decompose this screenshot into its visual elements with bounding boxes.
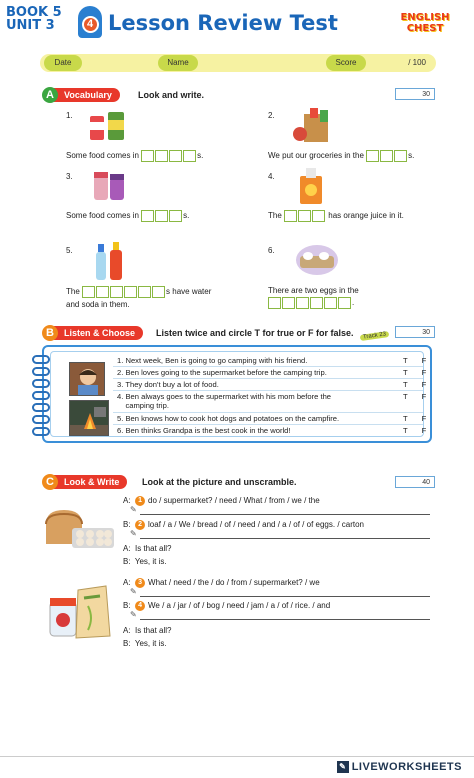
section-b-letter: B xyxy=(42,325,58,341)
letter-boxes[interactable] xyxy=(82,286,166,298)
lesson-number: 4 xyxy=(82,16,99,33)
answer-line[interactable] xyxy=(140,514,430,515)
unscramble-question: A: 1 do / supermarket? / need / What / from / we / the xyxy=(123,496,320,506)
page-title: Lesson Review Test xyxy=(108,11,338,35)
unscramble-question: B: 4 We / a / jar / of / bog / need / jam / a / of / rice. / and xyxy=(123,601,331,611)
unscramble-question: A: 3 What / need / the / do / from / supermarket? / we xyxy=(123,578,320,588)
footer-divider xyxy=(0,756,474,757)
spiral-ring xyxy=(32,379,50,388)
liveworksheets-icon: ✎ xyxy=(337,761,349,773)
dialogue-line: B: Yes, it is. xyxy=(123,639,167,648)
tf-options[interactable]: T F xyxy=(403,356,427,365)
question-number: 3 xyxy=(135,578,145,588)
section-a-header xyxy=(42,87,442,105)
section-a-instruction: Look and write. xyxy=(138,90,205,100)
logo-line-2: CHEST xyxy=(406,23,444,34)
spiral-ring xyxy=(32,391,50,400)
vocab-text-before: Some food comes in xyxy=(66,211,139,221)
question-number: 2 xyxy=(135,520,145,530)
lesson-badge xyxy=(78,6,102,38)
egg-carton-picture xyxy=(294,242,340,278)
section-c-score[interactable]: 40 xyxy=(395,476,435,488)
score-total: / 100 xyxy=(408,58,426,67)
dialogue-line: A: Is that all? xyxy=(123,544,172,553)
info-bar xyxy=(40,54,436,72)
footer xyxy=(0,756,474,778)
vocab-item-number: 3. xyxy=(66,172,73,181)
section-c-instruction: Look at the picture and unscramble. xyxy=(142,477,297,487)
liveworksheets-logo[interactable] xyxy=(337,761,462,773)
section-b-score[interactable]: 30 xyxy=(395,326,435,338)
answer-line[interactable] xyxy=(140,538,430,539)
statement-row: 2. Ben loves going to the supermarket before the camping trip. xyxy=(117,368,327,377)
vocab-item xyxy=(268,150,414,162)
campfire-photo xyxy=(69,400,109,436)
vocab-item xyxy=(66,286,211,298)
letter-boxes[interactable] xyxy=(141,210,183,222)
pencil-icon: ✎ xyxy=(130,529,137,538)
letter-boxes[interactable] xyxy=(366,150,408,162)
book-label: BOOK 5 xyxy=(6,5,62,20)
track-tag: Track 23 xyxy=(360,331,390,341)
section-b-label: Listen & Choose xyxy=(54,326,143,340)
vocab-item xyxy=(66,150,203,162)
bottles-picture xyxy=(90,240,130,282)
statement-row: 5. Ben knows how to cook hot dogs and potatoes on the campfire. xyxy=(117,414,340,423)
tf-options[interactable]: T F xyxy=(403,426,427,435)
answer-line[interactable] xyxy=(140,619,430,620)
jars-picture xyxy=(90,168,130,204)
tf-options[interactable]: T F xyxy=(403,368,427,377)
question-number: 1 xyxy=(135,496,145,506)
vocab-text-before: We put our groceries in the xyxy=(268,151,364,161)
header xyxy=(0,0,474,50)
spiral-ring xyxy=(32,427,50,436)
brand-text: LIVEWORKSHEETS xyxy=(351,761,462,773)
vocab-item-number: 6. xyxy=(268,246,275,255)
question-number: 4 xyxy=(135,601,145,611)
letter-boxes[interactable] xyxy=(268,297,355,309)
letter-boxes[interactable] xyxy=(141,150,197,162)
spiral-ring xyxy=(32,355,50,364)
score-label[interactable]: Score xyxy=(326,55,366,71)
spiral-ring xyxy=(32,403,50,412)
vocab-text-before: Some food comes in xyxy=(66,151,139,161)
section-a-label: Vocabulary xyxy=(54,88,120,102)
tf-options[interactable]: T F xyxy=(403,380,427,389)
vocab-item: There are two eggs in the xyxy=(268,286,359,295)
vocab-text-after: has orange juice in it. xyxy=(328,211,404,221)
section-c-label: Look & Write xyxy=(54,475,127,489)
unscramble-question: B: 2 loaf / a / We / bread / of / need / and / a / of / of eggs. / carton xyxy=(123,520,364,530)
section-a-score[interactable]: 30 xyxy=(395,88,435,100)
english-chest-logo xyxy=(390,12,460,34)
vocab-item-line2: and soda in them. xyxy=(66,300,130,309)
vocab-item-number: 4. xyxy=(268,172,275,181)
pencil-icon: ✎ xyxy=(130,505,137,514)
dialogue-line: B: Yes, it is. xyxy=(123,557,167,566)
grocery-bag-picture xyxy=(290,106,338,144)
vocab-item xyxy=(268,297,354,309)
vocab-item-number: 5. xyxy=(66,246,73,255)
logo-line-1: ENGLISH xyxy=(400,12,450,23)
boy-photo xyxy=(69,362,105,396)
date-label[interactable]: Date xyxy=(44,55,82,71)
section-a-letter: A xyxy=(42,87,58,103)
vocab-text-after: . xyxy=(352,298,355,308)
vocab-item-number: 1. xyxy=(66,111,73,120)
letter-boxes[interactable] xyxy=(284,210,326,222)
statement-row: 6. Ben thinks Grandpa is the best cook in the world! xyxy=(117,426,291,435)
vocab-text-before: The xyxy=(268,211,282,221)
vocab-text-after: s. xyxy=(408,151,415,161)
vocab-text-before: The xyxy=(66,287,80,297)
listen-notebook xyxy=(42,345,432,443)
spiral-ring xyxy=(32,415,50,424)
pencil-icon: ✎ xyxy=(130,610,137,619)
section-c-header xyxy=(42,474,442,492)
tf-options[interactable]: T F xyxy=(403,392,427,401)
statement-row: 1. Next week, Ben is going to go camping with his friend. xyxy=(117,356,308,365)
vocab-text-after: s have water xyxy=(166,287,212,297)
dialogue-line: A: Is that all? xyxy=(123,626,172,635)
cans-picture xyxy=(86,108,130,144)
statement-row: 3. They don't buy a lot of food. xyxy=(117,380,219,389)
section-c-letter: C xyxy=(42,474,58,490)
name-label[interactable]: Name xyxy=(158,55,198,71)
vocab-item-number: 2. xyxy=(268,111,275,120)
unit-label: UNIT 3 xyxy=(6,18,55,33)
vocab-item xyxy=(66,210,189,222)
vocab-item xyxy=(268,210,404,222)
spiral-ring xyxy=(32,367,50,376)
bread-and-eggs-picture xyxy=(42,504,116,552)
statement-row: 4. Ben always goes to the supermarket with his mom before the camping trip. xyxy=(117,392,332,410)
pencil-icon: ✎ xyxy=(130,587,137,596)
section-b-instruction: Listen twice and circle T for true or F for false. xyxy=(156,328,354,338)
answer-line[interactable] xyxy=(140,596,430,597)
vocab-text-after: s. xyxy=(197,151,204,161)
tf-options[interactable]: T F xyxy=(403,414,427,423)
jam-and-rice-picture xyxy=(44,578,116,642)
juice-carton-picture xyxy=(296,166,328,206)
notebook-page xyxy=(50,351,427,437)
vocab-text-after: s. xyxy=(183,211,190,221)
book-unit-label xyxy=(6,6,62,32)
